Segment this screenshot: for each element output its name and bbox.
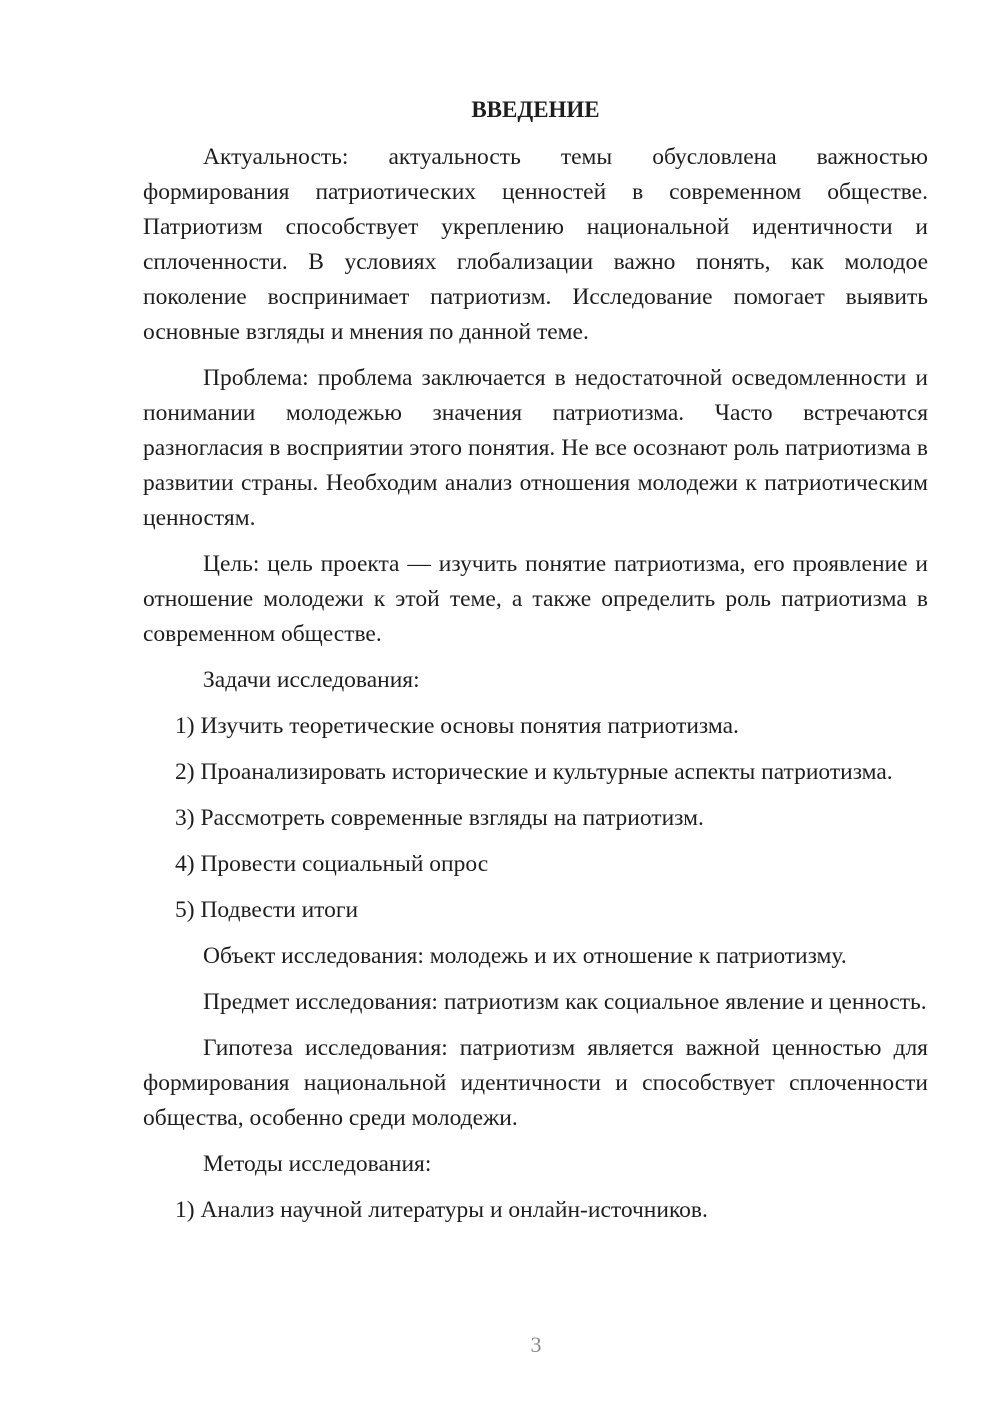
relevance-paragraph: Актуальность: актуальность темы обусловлена важностью формирования патриотических ценностей в современном обществе. Патриотизм способствует укреплению национальной идентичности и сплоченности. В условиях глобализации важно понять, как молодое поколение воспринимает патриотизм. Исследование помогает выявить основные взгляды и мнения по данной теме. <box>143 144 928 345</box>
task-item: 3) Рассмотреть современные взгляды на патриотизм. <box>175 805 704 831</box>
task-item: 4) Провести социальный опрос <box>175 851 489 877</box>
methods-heading: Методы исследования: <box>203 1151 432 1177</box>
tasks-heading: Задачи исследования: <box>203 667 420 693</box>
task-item: 1) Изучить теоретические основы понятия патриотизма. <box>175 713 739 739</box>
page-title: ВВЕДЕНИЕ <box>471 97 600 122</box>
method-item: 1) Анализ научной литературы и онлайн-источников. <box>175 1197 708 1223</box>
hypothesis-paragraph: Гипотеза исследования: патриотизм является важной ценностью для формирования национальной идентичности и способствует сплоченности общества, особенно среди молодежи. <box>143 1035 928 1131</box>
task-item: 2) Проанализировать исторические и культурные аспекты патриотизма. <box>175 759 893 785</box>
subject-paragraph: Предмет исследования: патриотизм как социальное явление и ценность. <box>203 989 927 1015</box>
problem-paragraph: Проблема: проблема заключается в недостаточной осведомленности и понимании молодежью значения патриотизма. Часто встречаются разногласия в восприятии этого понятия. Не все осознают роль патриотизма в развитии страны. Необходим анализ отношения молодежи к патриотическим ценностям. <box>143 365 928 531</box>
object-paragraph: Объект исследования: молодежь и их отношение к патриотизму. <box>203 943 847 969</box>
document-page <box>143 92 928 1239</box>
task-item: 5) Подвести итоги <box>175 897 359 923</box>
goal-paragraph: Цель: цель проекта — изучить понятие патриотизма, его проявление и отношение молодежи к этой теме, а также определить роль патриотизма в современном обществе. <box>143 551 928 647</box>
page-number: 3 <box>530 1332 542 1357</box>
